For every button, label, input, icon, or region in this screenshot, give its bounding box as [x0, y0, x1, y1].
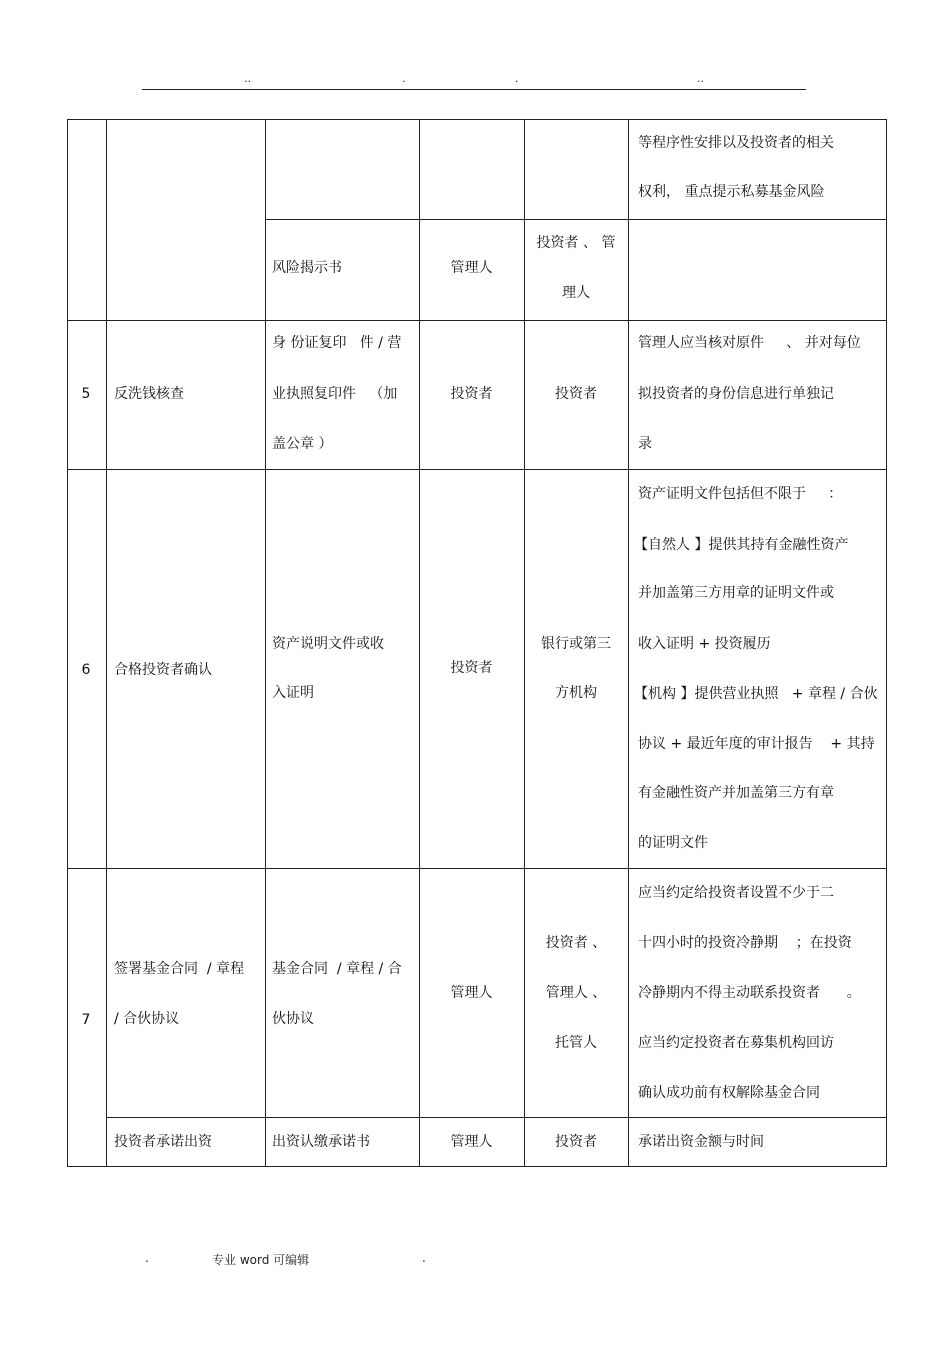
row7a-notes-line-5: 确认成功前有权解除基金合同 — [638, 1085, 820, 1101]
header-dots-4: .. — [697, 72, 704, 85]
row5-item: 反洗钱核查 — [114, 386, 184, 402]
row6-signer-line-1: 银行或第三 — [541, 636, 611, 652]
row7a-signer-line-1: 投资者 、 — [545, 935, 607, 951]
row6-notes-line-8: 的证明文件 — [638, 835, 708, 851]
row4b-provider: 管理人 — [450, 260, 493, 276]
row7-number: 7 — [81, 1012, 91, 1028]
row5-document-line-2: 业执照复印件 （加 — [272, 386, 398, 402]
row5-number: 5 — [81, 386, 91, 402]
row6-document-line-2: 入证明 — [272, 685, 314, 701]
header-dots-1: .. — [244, 72, 251, 85]
row6-notes-line-7: 有金融性资产并加盖第三方有章 — [638, 785, 834, 801]
row7b-document: 出资认缴承诺书 — [272, 1134, 370, 1150]
row4a-signer-cell — [524, 119, 629, 220]
row6-notes-line-1: 资产证明文件包括但不限于 ： — [638, 486, 843, 502]
row7b-provider: 管理人 — [450, 1134, 493, 1150]
row4a-notes-line-1: 等程序性安排以及投资者的相关 — [638, 135, 834, 151]
row7a-provider: 管理人 — [450, 985, 493, 1001]
row5-document-line-1: 身 份证复印 件 / 营 — [272, 335, 402, 351]
row6-number: 6 — [81, 662, 91, 678]
row6-notes-line-5: 【机构 】提供营业执照 + 章程 / 合伙 — [634, 686, 878, 702]
row7b-notes: 承诺出资金额与时间 — [638, 1134, 764, 1150]
row7a-signer-line-2: 管理人 、 — [545, 985, 607, 1001]
row5-notes-line-3: 录 — [638, 436, 652, 452]
row4a-provider-cell — [419, 119, 525, 220]
row7a-item-line-1: 签署基金合同 / 章程 — [114, 961, 245, 977]
row4b-document: 风险揭示书 — [272, 260, 342, 276]
row6-notes-line-3: 并加盖第三方用章的证明文件或 — [638, 585, 834, 601]
header-dots-3: . — [515, 72, 519, 85]
row6-document-line-1: 资产说明文件或收 — [272, 636, 384, 652]
header-rule — [142, 89, 806, 90]
row7a-notes-line-2: 十四小时的投资冷静期 ；在投资 — [638, 935, 852, 951]
row4a-notes-line-2: 权利， 重点提示私募基金风险 — [638, 184, 825, 200]
row5-provider: 投资者 — [450, 386, 493, 402]
row7a-notes-line-1: 应当约定给投资者设置不少于二 — [638, 885, 834, 901]
row6-provider: 投资者 — [450, 660, 493, 676]
row4a-doc-cell — [265, 119, 420, 220]
row4b-signer-line-1: 投资者 、 管 — [536, 235, 616, 251]
header-dots-2: . — [402, 72, 406, 85]
row6-notes-line-4: 收入证明 + 投资履历 — [638, 636, 771, 652]
row5-signer: 投资者 — [555, 386, 597, 402]
footer-left-dot: . — [145, 1251, 149, 1265]
row5-notes-line-1: 管理人应当核对原件 、 并对每位 — [638, 335, 861, 351]
row4b-signer-line-2: 理人 — [562, 285, 590, 301]
row7a-document-line-2: 伙协议 — [272, 1011, 314, 1027]
row7a-notes-line-3: 冷静期内不得主动联系投资者 。 — [638, 985, 861, 1001]
row5-notes-line-2: 拟投资者的身份信息进行单独记 — [638, 386, 834, 402]
row7a-signer-line-3: 托管人 — [555, 1035, 597, 1051]
row7a-document-line-1: 基金合同 / 章程 / 合 — [272, 961, 402, 977]
footer-text: 专业 word 可编辑 — [212, 1253, 310, 1267]
row5-document-line-3: 盖公章 ） — [272, 436, 333, 452]
row4b-notes-cell — [628, 219, 887, 321]
footer-right-dot: . — [422, 1251, 426, 1265]
row6-notes-line-6: 协议 + 最近年度的审计报告 + 其持 — [638, 736, 875, 752]
row4-no-cell — [67, 119, 107, 321]
row6-item: 合格投资者确认 — [114, 662, 212, 678]
row4-item-cell — [106, 119, 266, 321]
row7b-item: 投资者承诺出资 — [114, 1134, 212, 1150]
row7a-notes-line-4: 应当约定投资者在募集机构回访 — [638, 1035, 834, 1051]
row7a-item-line-2: / 合伙协议 — [114, 1011, 180, 1027]
row6-notes-line-2: 【自然人 】提供其持有金融性资产 — [634, 537, 849, 553]
row7b-signer: 投资者 — [555, 1134, 597, 1150]
row6-signer-line-2: 方机构 — [555, 685, 597, 701]
